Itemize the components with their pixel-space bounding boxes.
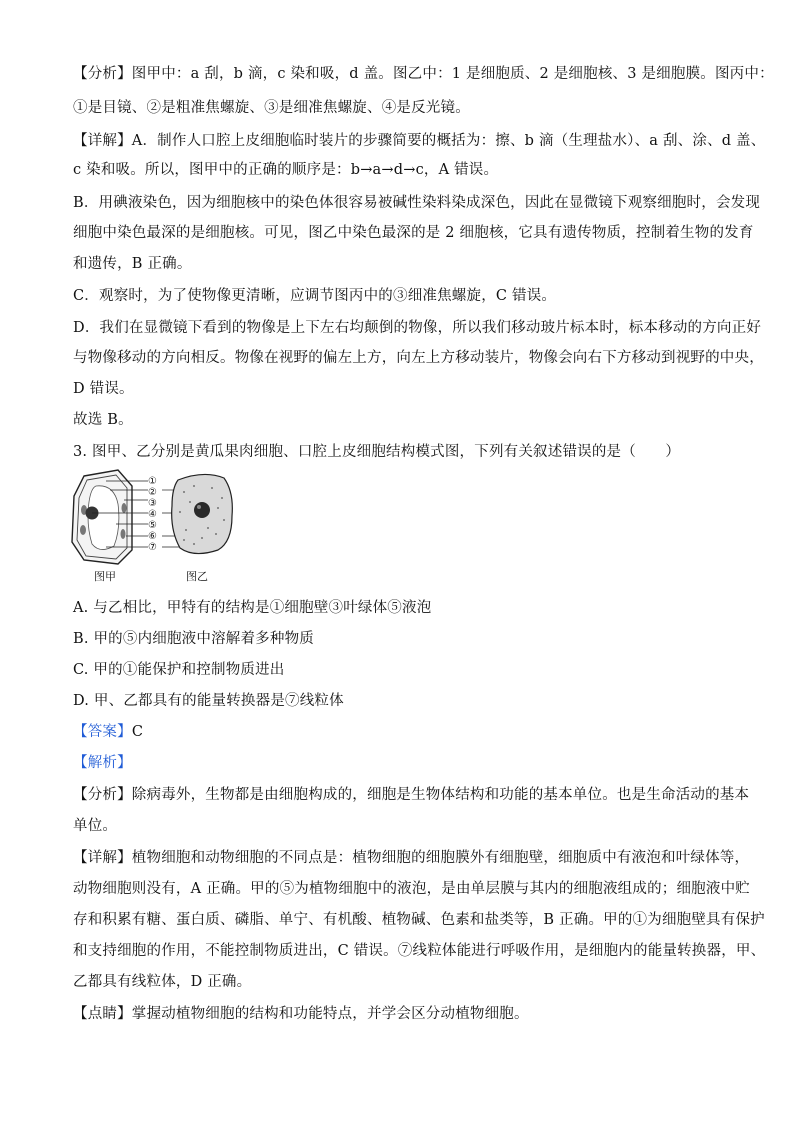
text-line: D 错误。 (73, 381, 134, 397)
analysis-line: 动物细胞则没有，A 正确。甲的⑤为植物细胞中的液泡，是由单层膜与其内的细胞液组成的；细胞液中贮 (73, 881, 750, 897)
label-3: ③ (148, 498, 157, 509)
label-5: ⑤ (148, 520, 157, 531)
label-7: ⑦ (148, 542, 157, 553)
analysis-tag: 【解析】 (73, 755, 132, 771)
analysis-line: 单位。 (73, 818, 118, 834)
text-line: ①是目镜、②是粗准焦螺旋、③是细准焦螺旋、④是反光镜。 (73, 100, 470, 116)
chloroplast (122, 503, 127, 513)
cell-diagram (66, 468, 256, 583)
analysis-line: 存和积累有糖、蛋白质、磷脂、单宁、有机酸、植物碱、色素和盐类等，B 正确。甲的①为细胞壁具有保护 (73, 912, 765, 928)
analysis-line: 【分析】除病毒外，生物都是由细胞构成的，细胞是生物体结构和功能的基本单位。也是生命活动的基本 (73, 787, 750, 803)
option-c: C. 甲的①能保护和控制物质进出 (73, 662, 285, 678)
chloroplast (80, 525, 86, 535)
option-b: B. 甲的⑤内细胞液中溶解着多种物质 (73, 631, 314, 647)
analysis-line: 【点睛】掌握动植物细胞的结构和功能特点，并学会区分动植物细胞。 (73, 1006, 529, 1022)
cell-figure (66, 468, 256, 583)
answer-value: C (131, 724, 144, 740)
analysis-line: 和支持细胞的作用，不能控制物质进出，C 错误。⑦线粒体能进行呼吸作用，是细胞内的能量转换器，甲、 (73, 943, 766, 959)
option-d: D. 甲、乙都具有的能量转换器是⑦线粒体 (73, 693, 344, 709)
text-line: 【详解】A．制作人口腔上皮细胞临时装片的步骤简要的概括为：擦、b 滴（生理盐水）、a 刮、涂、d 盖、 (73, 133, 766, 149)
text-line: c 染和吸。所以，图甲中的正确的顺序是：b→a→d→c，A 错误。 (73, 162, 499, 178)
answer-tag: 【答案】 (73, 724, 132, 740)
text-line: C．观察时，为了使物像更清晰，应调节图丙中的③细准焦螺旋，C 错误。 (73, 288, 557, 304)
text-line: 与物像移动的方向相反。物像在视野的偏左上方，向左上方移动装片，物像会向右下方移动到视野的中央， (73, 350, 764, 366)
label-6: ⑥ (148, 531, 157, 542)
text-line: D．我们在显微镜下看到的物像是上下左右均颠倒的物像，所以我们移动玻片标本时，标本移动的方向正好 (73, 320, 762, 336)
animal-nucleus (194, 502, 210, 518)
text-line: 和遗传，B 正确。 (73, 256, 192, 272)
text-line: 故选 B。 (73, 412, 133, 428)
analysis-line: 【详解】植物细胞和动物细胞的不同点是：植物细胞的细胞膜外有细胞壁，细胞质中有液泡和叶绿体等， (73, 850, 750, 866)
label-1: ① (148, 476, 157, 487)
option-a: A. 与乙相比，甲特有的结构是①细胞壁③叶绿体⑤液泡 (73, 600, 432, 616)
label-4: ④ (148, 509, 157, 520)
question-stem: 3. 图甲、乙分别是黄瓜果肉细胞、口腔上皮细胞结构模式图，下列有关叙述错误的是（ ） (73, 444, 681, 460)
text-line: 细胞中染色最深的是细胞核。可见，图乙中染色最深的是 2 细胞核，它具有遗传物质，控制着生物的发育 (73, 225, 754, 241)
analysis-line: 乙都具有线粒体，D 正确。 (73, 974, 252, 990)
text-line: B．用碘液染色，因为细胞核中的染色体很容易被碱性染料染成深色，因此在显微镜下观察细胞时，会发现 (73, 195, 761, 211)
caption-animal-cell: 图乙 (186, 570, 208, 583)
caption-plant-cell: 图甲 (94, 570, 116, 583)
text-line: 【分析】图甲中：a 刮，b 滴，c 染和吸，d 盖。图乙中：1 是细胞质、2 是细胞核、3 是细胞膜。图丙中： (73, 66, 774, 82)
label-2: ② (148, 487, 157, 498)
answer-line (73, 722, 733, 742)
chloroplast (121, 529, 126, 539)
